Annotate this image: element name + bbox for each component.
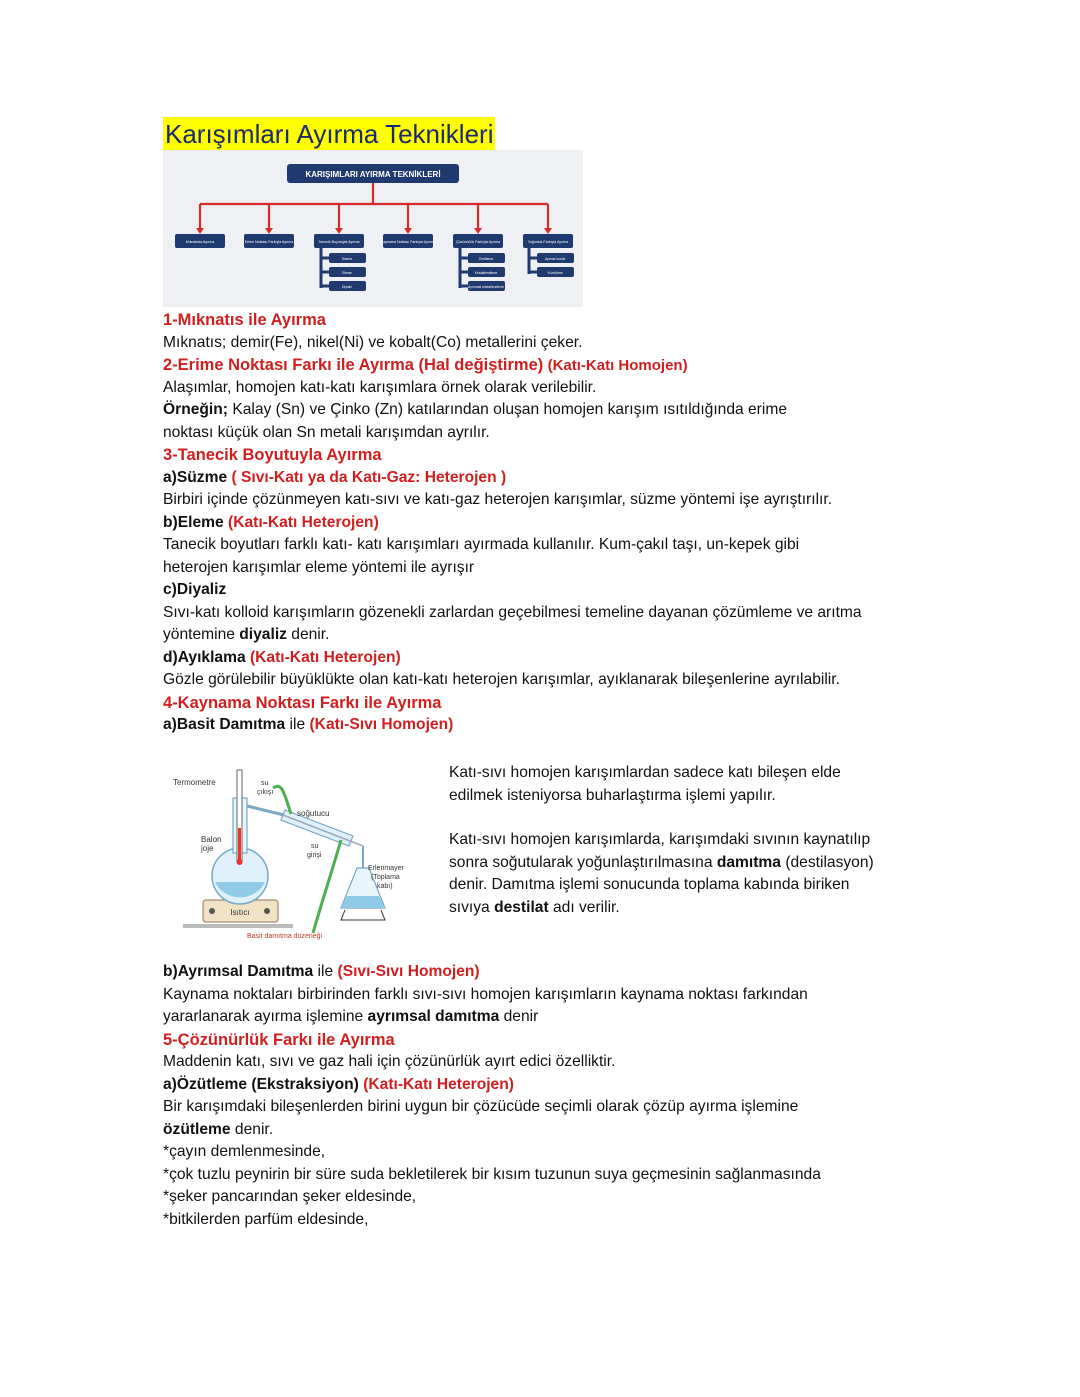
eleme-label: b)Eleme xyxy=(163,513,224,531)
flask-label-1: Balon xyxy=(201,835,222,844)
eleme-text-2: heterojen karışımlar eleme yöntemi ile ayrışır xyxy=(163,558,475,576)
side-text-2c: denir. Damıtma işlemi sonucunda toplama kabında biriken xyxy=(449,876,850,893)
sub-label: Diyaliz xyxy=(342,285,352,289)
condenser-label: soğutucu xyxy=(297,809,330,818)
eleme-tag: (Katı-Katı Heterojen) xyxy=(223,513,379,531)
list-item: *çok tuzlu peynirin bir süre suda bekletilerek bir kısım tuzunun suya geçmesinin sağlanmasında xyxy=(163,1165,821,1183)
destilat-term: destilat xyxy=(494,898,549,916)
ayrimsal-mid: ile xyxy=(313,963,338,980)
section-5-text: Maddenin katı, sıvı ve gaz hali için çözünürlük ayırt edici özelliktir. xyxy=(163,1053,616,1070)
side-text-1b: edilmek isteniyorsa buharlaştırma işlemi yapılır. xyxy=(449,786,776,804)
suzme-label: a)Süzme xyxy=(163,468,228,486)
side-text-2b-post: (destilasyon) xyxy=(780,853,874,871)
section-5-heading: 5-Çözünürlük Farkı ile Ayırma xyxy=(163,1030,395,1049)
erlenmeyer-label-1: Erlenmayer xyxy=(368,865,404,872)
suzme-text: Birbiri içinde çözünmeyen katı-sıvı ve katı-gaz heterojen karışımlar, süzme yöntemi işe ayrıştırılır. xyxy=(163,491,833,508)
section-3-heading: 3-Tanecik Boyutuyla Ayırma xyxy=(163,446,382,464)
suzme-tag: ( Sıvı-Katı ya da Katı-Gaz: Heterojen ) xyxy=(227,468,507,486)
ayrimsal-term: ayrımsal damıtma xyxy=(367,1008,500,1025)
list-item: *şeker pancarından şeker eldesinde, xyxy=(163,1188,417,1205)
ozutleme-text-1: Bir karışımdaki bileşenlerden birini uygun bir çözücüde seçimli olarak çözüp ayırma işlemine xyxy=(163,1098,799,1115)
ayrimsal-text-1: Kaynama noktaları birbirinden farklı sıvı-sıvı homojen karışımların kaynama noktası farkından xyxy=(163,985,808,1003)
sub-label: Yüzdürme xyxy=(547,271,563,275)
branch-label: Tanecik Boyutuyla Ayırma xyxy=(318,240,360,244)
ayrimsal-label: b)Ayrımsal Damıtma xyxy=(163,963,314,980)
branch-label: Çözünürlük Farkıyla Ayırma xyxy=(455,240,501,244)
section-1-heading: 1-Mıknatıs ile Ayırma xyxy=(163,311,326,329)
distillation-apparatus-image xyxy=(163,758,431,944)
diyaliz-text-1: Sıvı-katı kolloid karışımların gözenekli zarlardan geçebilmesi temeline dayanan çözümleme ve arıtma xyxy=(163,603,862,621)
ayiklama-label: d)Ayıklama xyxy=(163,648,246,666)
section-2-tag: (Katı-Katı Homojen) xyxy=(547,357,688,374)
water-out-label-1: su xyxy=(261,780,269,787)
ozutleme-tag: (Katı-Katı Heterojen) xyxy=(358,1075,514,1093)
example-label: Örneğin; xyxy=(163,401,228,418)
list-item: *çayın demlenmesinde, xyxy=(163,1143,326,1160)
example-text-2: noktası küçük olan Sn metali karışımdan ayrılır. xyxy=(163,423,490,441)
sub-label: Eleme xyxy=(342,271,352,275)
sub-label: Ayırma hunisi xyxy=(544,257,566,261)
list-item: *bitkilerden parfüm eldesinde, xyxy=(163,1210,369,1228)
thermometer-label: Termometre xyxy=(173,778,216,787)
erlenmeyer-label-3: kabı) xyxy=(377,883,393,890)
example-text: Kalay (Sn) ve Çinko (Zn) katılarından oluşan homojen karışım ısıtıldığında erime xyxy=(227,401,788,418)
water-in-label-1: su xyxy=(311,843,319,850)
basit-damitma-mid: ile xyxy=(285,716,310,733)
diyaliz-label: c)Diyaliz xyxy=(163,581,227,598)
branch-label: Erime Noktası Farkıyla Ayırma xyxy=(244,240,294,244)
side-text-2d-pre: sıvıya xyxy=(449,898,495,916)
section-2-text: Alaşımlar, homojen katı-katı karışımlara örnek olarak verilebilir. xyxy=(163,378,597,396)
water-in-label-2: girişi xyxy=(307,852,322,859)
basit-damitma-tag: (Katı-Sıvı Homojen) xyxy=(309,716,454,733)
water-out-label-2: çıkışı xyxy=(257,789,274,796)
diyaliz-text-2a: yöntemine xyxy=(163,626,240,643)
side-text-2a: Katı-sıvı homojen karışımlarda, karışımdaki sıvının kaynatılıp xyxy=(449,831,871,848)
ozutleme-term: özütleme xyxy=(163,1120,231,1138)
flask-label-2: joje xyxy=(201,844,214,853)
eleme-text-1: Tanecik boyutları farklı katı- katı karışımları ayırmada kullanılır. Kum-çakıl taşı, un-kepek gibi xyxy=(163,536,800,553)
damitma-term: damıtma xyxy=(716,853,781,871)
diyaliz-term: diyaliz xyxy=(239,626,287,643)
ozutleme-label: a)Özütleme (Ekstraksiyon) xyxy=(163,1075,359,1093)
side-text-2d-post: adı verilir. xyxy=(548,898,620,916)
sub-label: Ayrımsal kristallendirme xyxy=(468,285,504,289)
branch-label: Kaynama Noktası Farkıyla Ayırma xyxy=(380,240,436,244)
ayiklama-text: Gözle görülebilir büyüklükte olan katı-katı heterojen karışımlar, ayıklanarak bileşenlerine ayrılabilir. xyxy=(163,671,840,688)
ozutleme-text-2b: denir. xyxy=(230,1120,274,1138)
side-text-1a: Katı-sıvı homojen karışımlardan sadece katı bileşen elde xyxy=(449,764,841,781)
page-title: Karışımları Ayırma Teknikleri xyxy=(165,119,494,149)
ayiklama-tag: (Katı-Katı Heterojen) xyxy=(245,648,401,666)
ayrimsal-text-2c: denir xyxy=(499,1008,539,1025)
erlenmeyer-label-2: (Toplama xyxy=(371,874,400,881)
sub-label: Kristallendirme xyxy=(474,271,498,275)
section-2-heading: 2-Erime Noktası Farkı ile Ayırma (Hal değiştirme) xyxy=(163,356,544,374)
diyaliz-text-2c: denir. xyxy=(286,626,330,643)
ayrimsal-text-2a: yararlanarak ayırma işlemine xyxy=(163,1008,368,1025)
ayrimsal-tag: (Sıvı-Sıvı Homojen) xyxy=(337,963,480,980)
side-text-2b-pre: sonra soğutularak yoğunlaştırılmasına xyxy=(449,853,717,871)
distillation-description xyxy=(449,762,919,919)
sub-label: Süzme xyxy=(341,257,353,261)
basit-damitma-label: a)Basit Damıtma xyxy=(163,716,286,733)
section-1-text: Mıknatıs; demir(Fe), nikel(Ni) ve kobalt(Co) metallerini çeker. xyxy=(163,333,583,351)
branch-label: Mıknatısla Ayırma xyxy=(185,240,215,244)
heater-label: Isıtıcı xyxy=(230,908,250,917)
section-4-heading: 4-Kaynama Noktası Farkı ile Ayırma xyxy=(163,693,442,712)
lower-content xyxy=(163,961,923,1231)
diagram-header: KARIŞIMLARI AYIRMA TEKNİKLERİ xyxy=(305,170,441,179)
apparatus-caption: Basit damıtma düzeneği xyxy=(247,933,323,940)
separation-techniques-diagram xyxy=(163,150,583,307)
main-content xyxy=(163,309,923,737)
sub-label: Özütleme xyxy=(478,257,494,261)
branch-label: Yoğunluk Farkıyla Ayırma xyxy=(527,240,569,244)
